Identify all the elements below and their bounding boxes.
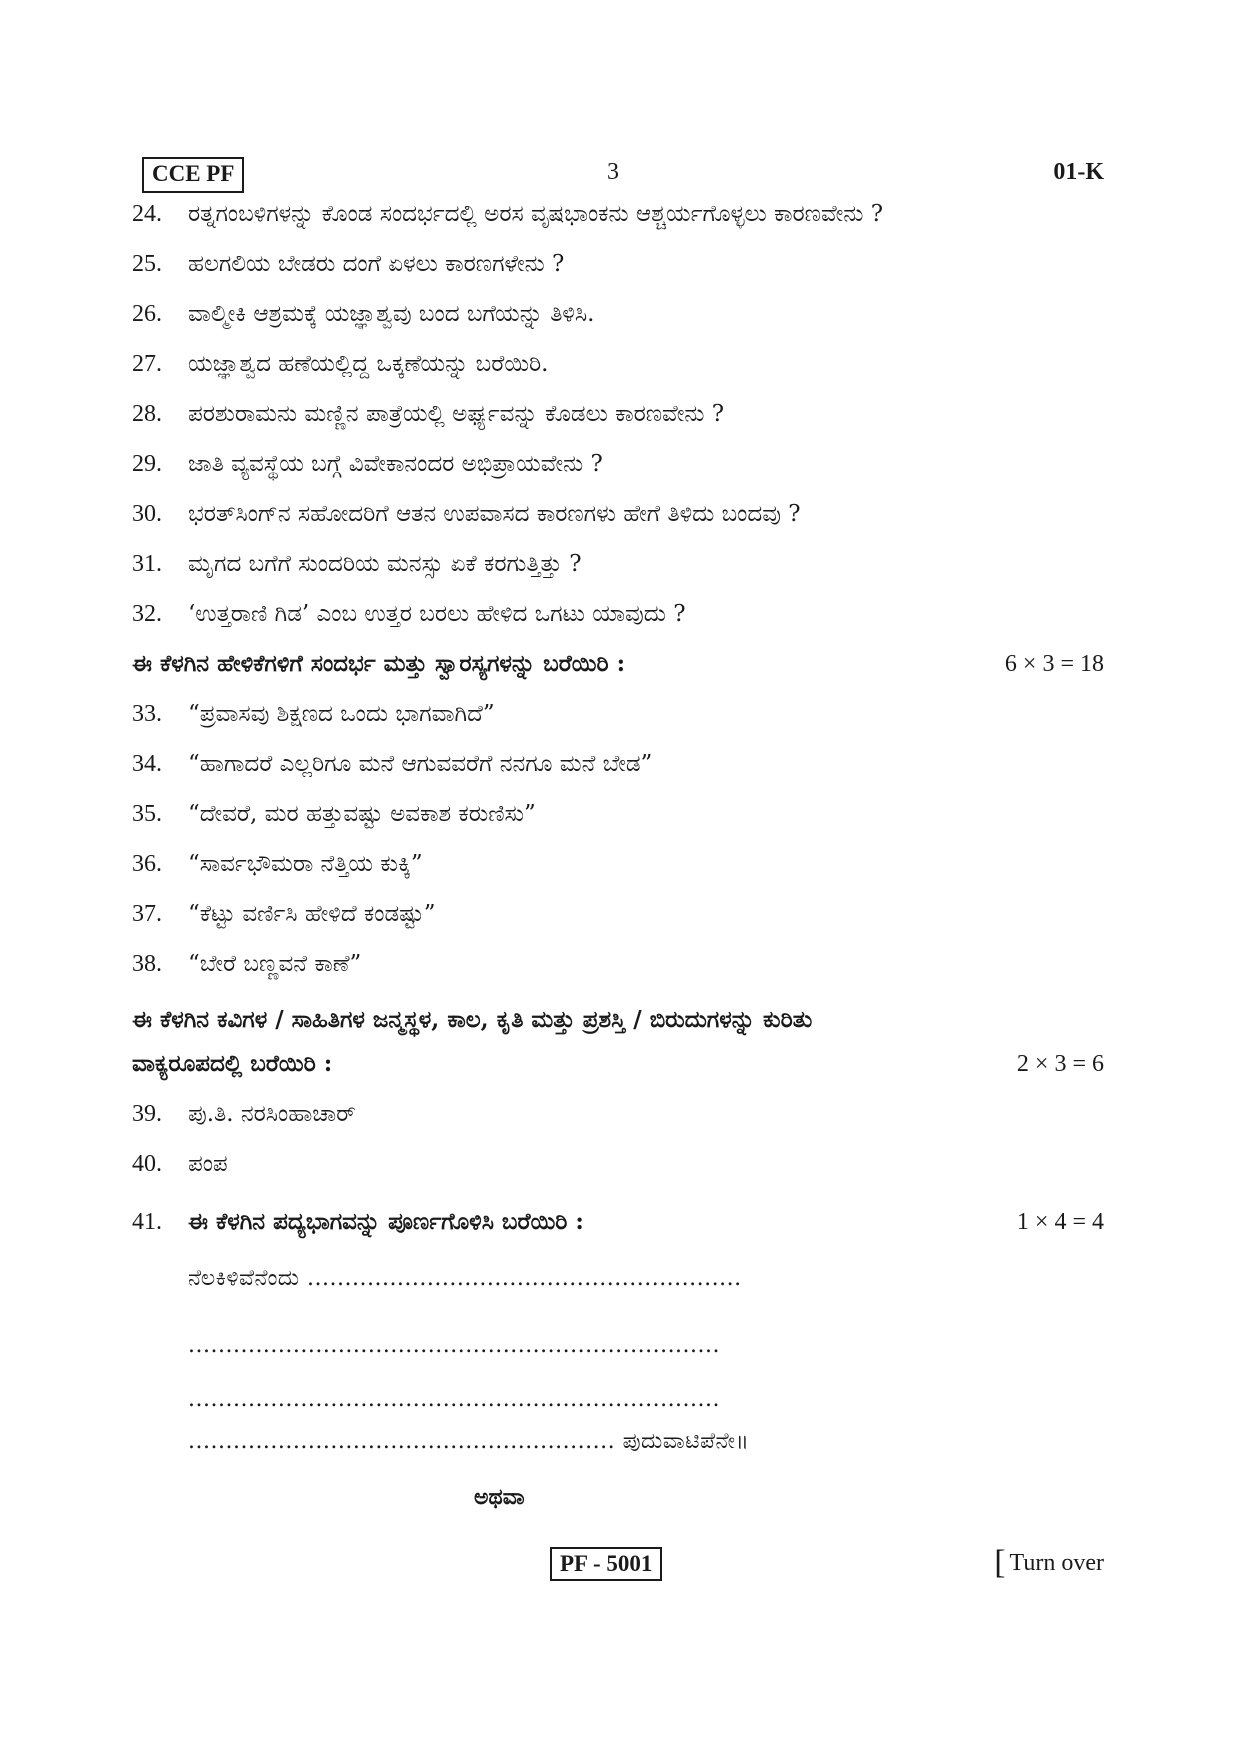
question-item [132, 846, 1104, 896]
question-text: ‘ಉತ್ತರಾಣಿ ಗಿಡ’ ಎಂಬ ಉತ್ತರ ಬರಲು ಹೇಳಿದ ಒಗಟು ಯಾವುದು ? [188, 601, 686, 627]
question-text: “ದೇವರೆ, ಮರ ಹತ್ತುವಷ್ಟು ಅವಕಾಶ ಕರುಣಿಸು” [188, 801, 536, 827]
question-text: ಯಜ್ಞಾಶ್ವದ ಹಣೆಯಲ್ಲಿದ್ದ ಒಕ್ಕಣೆಯನ್ನು ಬರೆಯಿರಿ. [188, 351, 549, 377]
question-text: “ಹಾಗಾದರೆ ಎಲ್ಲರಿಗೂ ಮನೆ ಆಗುವವರೆಗೆ ನನಗೂ ಮನೆ ಬೇಡ” [188, 751, 653, 777]
question-item [132, 446, 1104, 496]
bracket-glyph: [ [994, 1544, 1006, 1581]
question-text: ಪಂಪ [188, 1151, 228, 1177]
paper-code-box: CCE PF [142, 157, 244, 193]
question-text: “ಕೆಟ್ಟು ವರ್ಣಿಸಿ ಹೇಳಿದೆ ಕಂಡಷ್ಟು” [188, 901, 436, 927]
question-number: 32. [132, 601, 162, 627]
section-instruction-cont [132, 1046, 1104, 1082]
question-number: 39. [132, 1101, 162, 1127]
question-text: ಜಾತಿ ವ್ಯವಸ್ಥೆಯ ಬಗ್ಗೆ ವಿವೇಕಾನಂದರ ಅಭಿಪ್ರಾಯವೇನು ? [188, 451, 603, 477]
question-number: 36. [132, 851, 162, 877]
question-item [132, 546, 1104, 596]
question-text: ಪು.ತಿ. ನರಸಿಂಹಾಚಾರ್ [188, 1101, 356, 1127]
question-item [132, 1146, 1104, 1196]
question-text: ಹಲಗಲಿಯ ಬೇಡರು ದಂಗೆ ಏಳಲು ಕಾರಣಗಳೇನು ? [188, 251, 565, 277]
question-item [132, 396, 1104, 446]
question-text: ರತ್ನಗಂಬಳಿಗಳನ್ನು ಕೊಂಡ ಸಂದರ್ಭದಲ್ಲಿ ಅರಸ ವೃಷಭಾಂಕನು ಆಶ್ಚರ್ಯಗೊಳ್ಳಲು ಕಾರಣವೇನು ? [188, 201, 884, 227]
or-label: ಅಥವಾ [474, 1484, 525, 1510]
question-text: “ಬೇರೆ ಬಣ್ಣವನೆ ಕಾಣೆ” [188, 951, 362, 977]
question-item [132, 596, 1104, 646]
turn-over-text: Turn over [1009, 1550, 1104, 1576]
context-questions [132, 696, 1104, 996]
question-number: 24. [132, 201, 162, 227]
question-number: 41. [132, 1209, 162, 1235]
poet-questions [132, 1096, 1104, 1196]
question-number: 26. [132, 301, 162, 327]
question-number: 31. [132, 551, 162, 577]
page-number: 3 [607, 159, 619, 185]
instruction-text: ಈ ಕೆಳಗಿನ ಹೇಳಿಕೆಗಳಿಗೆ ಸಂದರ್ಭ ಮತ್ತು ಸ್ವಾರಸ್ಯಗಳನ್ನು ಬರೆಯಿರಿ : [132, 650, 626, 677]
poem-line-3: ....................................................................... [188, 1387, 721, 1412]
turn-over-note [994, 1544, 1104, 1581]
question-text: ಈ ಕೆಳಗಿನ ಪದ್ಯಭಾಗವನ್ನು ಪೂರ್ಣಗೊಳಿಸಿ ಬರೆಯಿರಿ : [188, 1208, 584, 1235]
poem-line-1: ನೆಲಕಿಳಿವೆನೆಂದು .......................................................... [188, 1266, 742, 1291]
question-text: “ಪ್ರವಾಸವು ಶಿಕ್ಷಣದ ಒಂದು ಭಾಗವಾಗಿದೆ” [188, 701, 495, 727]
question-number: 40. [132, 1151, 162, 1177]
poem-line-2: ....................................................................... [188, 1333, 721, 1358]
marks-label: 6 × 3 = 18 [1004, 651, 1104, 677]
marks-label: 1 × 4 = 4 [1016, 1209, 1104, 1235]
question-item [132, 946, 1104, 996]
question-text: ಮೃಗದ ಬಗೆಗೆ ಸುಂದರಿಯ ಮನಸ್ಸು ಏಕೆ ಕರಗುತ್ತಿತ್ತು ? [188, 551, 582, 577]
subject-code: 01-K [1053, 159, 1104, 185]
question-number: 25. [132, 251, 162, 277]
section-instruction [132, 1002, 1104, 1038]
question-number: 35. [132, 801, 162, 827]
marks-label: 2 × 3 = 6 [1016, 1051, 1104, 1077]
question-item [132, 696, 1104, 746]
footer-paper-code: PF - 5001 [550, 1547, 662, 1581]
question-item [132, 296, 1104, 346]
question-item [132, 196, 1104, 246]
section-instruction [132, 646, 1104, 682]
instruction-text: ವಾಕ್ಯರೂಪದಲ್ಲಿ ಬರೆಯಿರಿ : [132, 1050, 333, 1077]
question-item [132, 346, 1104, 396]
question-item [132, 796, 1104, 846]
question-text: ಪರಶುರಾಮನು ಮಣ್ಣಿನ ಪಾತ್ರೆಯಲ್ಲಿ ಅರ್ಘ್ಯವನ್ನು ಕೊಡಲು ಕಾರಣವೇನು ? [188, 401, 725, 427]
instruction-text: ಈ ಕೆಳಗಿನ ಕವಿಗಳ / ಸಾಹಿತಿಗಳ ಜನ್ಮಸ್ಥಳ, ಕಾಲ, ಕೃತಿ ಮತ್ತು ಪ್ರಶಸ್ತಿ / ಬಿರುದುಗಳನ್ನು ಕುರಿತು [132, 1006, 813, 1033]
question-text: ಭರತ್‌ಸಿಂಗ್‌ನ ಸಹೋದರಿಗೆ ಆತನ ಉಪವಾಸದ ಕಾರಣಗಳು ಹೇಗೆ ತಿಳಿದು ಬಂದವು ? [188, 501, 801, 527]
question-item [132, 496, 1104, 546]
question-number: 33. [132, 701, 162, 727]
question-item [132, 246, 1104, 296]
question-text: “ಸಾರ್ವಭೌಮರಾ ನೆತ್ತಿಯ ಕುಕ್ಕಿ” [188, 851, 423, 877]
question-item [132, 746, 1104, 796]
question-number: 30. [132, 501, 162, 527]
question-item [132, 896, 1104, 946]
question-number: 34. [132, 751, 162, 777]
question-number: 38. [132, 951, 162, 977]
short-answer-questions [132, 196, 1104, 646]
question-text: ವಾಲ್ಮೀಕಿ ಆಶ್ರಮಕ್ಕೆ ಯಜ್ಞಾಶ್ವವು ಬಂದ ಬಗೆಯನ್ನು ತಿಳಿಸಿ. [188, 301, 595, 327]
question-number: 27. [132, 351, 162, 377]
question-number: 28. [132, 401, 162, 427]
poem-line-4: ......................................................... ಪುದುವಾಟಿಪೆನೇ॥ [188, 1429, 750, 1454]
question-number: 29. [132, 451, 162, 477]
question-item [132, 1096, 1104, 1146]
question-number: 37. [132, 901, 162, 927]
